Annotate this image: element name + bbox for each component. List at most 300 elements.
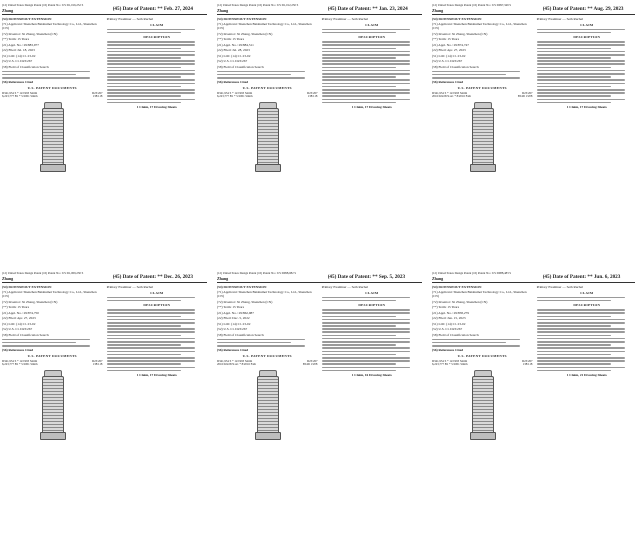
- downspout-drawing: [466, 102, 498, 172]
- citations: [2, 360, 102, 367]
- patent-date: (45) Date of Patent: ** Sep. 5, 2023: [327, 274, 406, 281]
- citation-row: [217, 95, 317, 99]
- inventor-name: Zhang: [217, 7, 229, 13]
- citation-class: D23/267: [91, 358, 103, 363]
- us-class-field: (52) U.S. Cl. D23/267: [2, 327, 33, 332]
- text-line: [107, 370, 181, 372]
- text-line: [107, 357, 195, 359]
- text-line: [322, 60, 410, 62]
- locarno-field: (51) LOC (14) Cl. 23-02: [432, 321, 466, 326]
- claim-heading: CLAIM: [150, 290, 164, 295]
- citations: [432, 360, 532, 367]
- text-line: [537, 370, 611, 372]
- applicant-field: (71) Applicant: Shenzhen Baishumei Technology Co., Ltd., Shenzhen (CN): [217, 290, 312, 299]
- text-line: [107, 297, 195, 299]
- description-text: [322, 309, 422, 371]
- citation-doc: 6,223,777 B1 * 5/2001 Smith: [2, 362, 38, 367]
- text-line: [107, 316, 181, 318]
- description-heading: DESCRIPTION: [358, 35, 386, 40]
- references-subheading: U.S. PATENT DOCUMENTS: [27, 86, 77, 91]
- text-line: [537, 57, 611, 59]
- inventor-field: (72) Inventor: Xi Zhang, Shenzhen (CN): [432, 299, 488, 304]
- text-column: [322, 285, 422, 440]
- text-line: [107, 300, 181, 302]
- text-line: [537, 63, 625, 65]
- text-line: [322, 67, 396, 69]
- patent-title: (54) DOWNSPOUT EXTENSION: [432, 16, 482, 21]
- text-line: [537, 51, 625, 53]
- text-line: [537, 309, 625, 311]
- text-line: [322, 73, 410, 75]
- classification-text: [432, 71, 532, 79]
- citation-row: [217, 363, 317, 367]
- locarno-field: (51) LOC (14) Cl. 23-02: [2, 321, 36, 326]
- text-line: [217, 74, 291, 76]
- claims-summary: 1 Claim, 17 Drawing Sheets: [136, 105, 177, 110]
- field-search: (58) Field of Classification Search: [2, 64, 49, 69]
- header-left: [2, 272, 109, 281]
- patent-type-line: (12) United States Design Patent (10) Patent No.: US D997,349 S: [432, 4, 511, 7]
- bibliographic-column: [2, 285, 102, 440]
- references-subheading: U.S. PATENT DOCUMENTS: [242, 354, 292, 359]
- citation-class: E04D 13/08: [517, 94, 533, 99]
- patent-title: (54) DOWNSPOUT EXTENSION: [432, 284, 482, 289]
- text-line: [537, 351, 625, 353]
- appl-no-field: (21) Appl. No.: 29/862,987: [217, 310, 254, 315]
- examiner-field: Primary Examiner — Seth Ruchel: [321, 284, 369, 289]
- us-class-field: (52) U.S. Cl. D23/267: [432, 327, 463, 332]
- text-line: [322, 360, 410, 362]
- text-line: [322, 51, 410, 53]
- text-line: [107, 92, 195, 94]
- claim-text: [322, 297, 422, 302]
- text-line: [322, 335, 396, 337]
- text-line: [322, 57, 396, 59]
- text-line: [322, 331, 410, 333]
- text-line: [322, 363, 396, 365]
- text-column: [537, 285, 635, 440]
- description-heading: DESCRIPTION: [143, 35, 171, 40]
- drawing-tube: [472, 376, 494, 434]
- patent-type-line: (12) United States Design Patent (10) Patent No.: US D1,009,230 S: [2, 272, 84, 275]
- patent-title: (54) DOWNSPOUT EXTENSION: [217, 284, 267, 289]
- text-line: [217, 339, 305, 341]
- text-line: [322, 44, 410, 46]
- term-field: (**) Term: 15 Years: [217, 305, 245, 310]
- text-line: [107, 335, 181, 337]
- text-line: [537, 76, 611, 78]
- text-line: [107, 76, 181, 78]
- downspout-drawing: [466, 370, 498, 440]
- description-heading: DESCRIPTION: [143, 303, 171, 308]
- text-line: [322, 367, 410, 369]
- locarno-field: (51) LOC (14) Cl. 23-02: [217, 53, 251, 58]
- text-line: [322, 309, 410, 311]
- patent-header: [2, 272, 207, 283]
- text-line: [2, 77, 90, 79]
- patent-columns: [432, 17, 635, 172]
- text-line: [107, 83, 195, 85]
- filed-field: (22) Filed: Apr. 27, 2023: [432, 48, 466, 53]
- text-line: [537, 347, 625, 349]
- text-line: [322, 347, 410, 349]
- field-search: (58) Field of Classification Search: [217, 64, 264, 69]
- locarno-field: (51) LOC (14) Cl. 23-02: [2, 53, 36, 58]
- description-text: [107, 309, 207, 371]
- inventor-name: Zhang: [432, 275, 444, 281]
- text-line: [537, 341, 625, 343]
- text-line: [107, 331, 195, 333]
- text-line: [537, 92, 625, 94]
- text-line: [322, 54, 410, 56]
- citations: [2, 92, 102, 99]
- description-text: [322, 41, 422, 103]
- text-line: [107, 79, 195, 81]
- references-heading: (56) References Cited: [217, 348, 249, 353]
- text-line: [537, 83, 625, 85]
- drawing-tube: [257, 376, 279, 434]
- description-text: [107, 41, 207, 103]
- citation-doc: D341,954 S * 12/1993 Smith: [217, 358, 253, 363]
- inventor-field: (72) Inventor: Xi Zhang, Shenzhen (CN): [217, 299, 273, 304]
- references-subheading: U.S. PATENT DOCUMENTS: [457, 354, 507, 359]
- citation-doc: 2016/0222674 A1 * 8/2016 Fath: [432, 94, 472, 99]
- us-class-field: (52) U.S. Cl. D23/267: [217, 59, 248, 64]
- citation-doc: D341,954 S * 12/1993 Smith: [2, 358, 38, 363]
- patent-date: (45) Date of Patent: ** Jun. 6, 2023: [542, 274, 621, 281]
- citation-class: 138/118: [92, 362, 103, 367]
- text-line: [107, 325, 181, 327]
- citation-doc: 2016/0222674 A1 * 8/2016 Fath: [217, 362, 257, 367]
- examiner-field: Primary Examiner — Seth Ruchel: [106, 16, 154, 21]
- header-right: [328, 274, 422, 281]
- text-line: [432, 77, 520, 79]
- patent-title: (54) DOWNSPOUT EXTENSION: [2, 16, 52, 21]
- bibliographic-column: [432, 285, 532, 440]
- text-column: [107, 17, 207, 172]
- text-line: [537, 363, 611, 365]
- patent-columns: [432, 285, 635, 440]
- examiner-field: Primary Examiner — Seth Ruchel: [536, 16, 584, 21]
- text-column: [322, 17, 422, 172]
- text-line: [537, 89, 625, 91]
- classification-text: [217, 339, 317, 347]
- patent-page: [2, 272, 207, 532]
- text-line: [217, 71, 305, 73]
- inventor-name: Zhang: [432, 7, 444, 13]
- references-heading: (56) References Cited: [217, 80, 249, 85]
- text-line: [537, 335, 611, 337]
- examiner-field: Primary Examiner — Seth Ruchel: [536, 284, 584, 289]
- text-line: [432, 74, 506, 76]
- text-line: [322, 41, 410, 43]
- patent-title: (54) DOWNSPOUT EXTENSION: [2, 284, 52, 289]
- header-left: [432, 4, 539, 13]
- term-field: (**) Term: 15 Years: [432, 305, 460, 310]
- claim-text: [322, 29, 422, 34]
- text-line: [217, 77, 305, 79]
- patent-page: [217, 272, 422, 532]
- text-line: [537, 60, 625, 62]
- text-line: [107, 51, 195, 53]
- applicant-field: (71) Applicant: Shenzhen Baishumei Technology Co., Ltd., Shenzhen (CN): [217, 22, 312, 31]
- field-search: (58) Field of Classification Search: [217, 332, 264, 337]
- claim-text: [537, 29, 635, 34]
- text-line: [107, 354, 181, 356]
- downspout-drawing: [36, 370, 68, 440]
- citation-class: 138/118: [522, 362, 533, 367]
- bibliographic-column: [2, 17, 102, 172]
- citation-doc: 6,223,777 B1 * 5/2001 Smith: [2, 94, 38, 99]
- citations: [432, 92, 532, 99]
- text-line: [217, 345, 305, 347]
- bibliographic-column: [217, 285, 317, 440]
- text-line: [107, 338, 195, 340]
- citation-doc: D341,954 S * 12/1993 Smith: [217, 90, 253, 95]
- inventor-field: (72) Inventor: Xi Zhang, Shenzhen (CN): [2, 299, 58, 304]
- text-line: [107, 360, 195, 362]
- text-line: [322, 83, 410, 85]
- patent-type-line: (12) United States Design Patent (10) Patent No.: US D998,082 S: [217, 272, 296, 275]
- claim-heading: CLAIM: [580, 290, 594, 295]
- patent-header: [432, 4, 635, 15]
- text-line: [537, 354, 611, 356]
- classification-text: [432, 339, 532, 347]
- text-line: [537, 360, 625, 362]
- downspout-drawing: [251, 102, 283, 172]
- description-heading: DESCRIPTION: [573, 303, 601, 308]
- text-line: [537, 54, 625, 56]
- header-right: [113, 6, 207, 13]
- citation-doc: D341,954 S * 12/1993 Smith: [432, 90, 468, 95]
- text-line: [322, 312, 410, 314]
- term-field: (**) Term: 15 Years: [432, 37, 460, 42]
- patent-page: [2, 4, 207, 264]
- patent-date: (45) Date of Patent: ** Feb. 27, 2024: [112, 6, 193, 13]
- text-line: [537, 44, 625, 46]
- text-line: [537, 312, 625, 314]
- citations: [217, 92, 317, 99]
- text-line: [322, 95, 396, 97]
- header-left: [432, 272, 539, 281]
- appl-no-field: (21) Appl. No.: 29/874,747: [432, 42, 469, 47]
- field-search: (58) Field of Classification Search: [2, 332, 49, 337]
- text-line: [537, 95, 611, 97]
- references-heading: (56) References Cited: [432, 80, 464, 85]
- patent-page: [432, 4, 635, 264]
- text-line: [322, 341, 410, 343]
- text-line: [322, 48, 396, 50]
- citation-doc: 6,223,777 B1 * 5/2001 Smith: [432, 362, 468, 367]
- text-line: [537, 325, 611, 327]
- locarno-field: (51) LOC (14) Cl. 23-02: [432, 53, 466, 58]
- patent-type-line: (12) United States Design Patent (10) Patent No.: US D988,483 S: [432, 272, 511, 275]
- patent-columns: [217, 17, 422, 172]
- claims-summary: 1 Claim, 16 Drawing Sheets: [351, 373, 392, 378]
- text-line: [107, 319, 195, 321]
- header-left: [217, 4, 324, 13]
- text-line: [537, 102, 611, 104]
- text-line: [322, 29, 410, 31]
- text-line: [107, 89, 195, 91]
- text-line: [322, 99, 410, 101]
- text-line: [537, 322, 625, 324]
- claim-heading: CLAIM: [150, 22, 164, 27]
- description-text: [537, 309, 635, 371]
- claims-summary: 1 Claim, 17 Drawing Sheets: [566, 105, 607, 110]
- text-line: [537, 319, 625, 321]
- text-line: [322, 316, 396, 318]
- text-line: [432, 342, 506, 344]
- text-line: [107, 344, 181, 346]
- citation-class: D23/267: [306, 90, 318, 95]
- text-line: [107, 41, 195, 43]
- text-line: [107, 102, 181, 104]
- patent-header: [432, 272, 635, 283]
- header-right: [543, 274, 635, 281]
- text-line: [107, 57, 181, 59]
- text-line: [537, 328, 625, 330]
- text-line: [107, 60, 195, 62]
- text-line: [322, 300, 396, 302]
- text-line: [2, 339, 90, 341]
- text-line: [537, 70, 625, 72]
- claims-summary: 1 Claim, 17 Drawing Sheets: [136, 373, 177, 378]
- text-line: [537, 331, 625, 333]
- header-left: [217, 272, 324, 281]
- filed-field: (22) Filed: Jun. 15, 2023: [432, 316, 466, 321]
- citation-class: D23/267: [521, 90, 533, 95]
- drawing-base: [470, 164, 496, 172]
- patent-header: [217, 4, 422, 15]
- appl-no-field: (21) Appl. No.: 29/884,511: [217, 42, 254, 47]
- examiner-field: Primary Examiner — Seth Ruchel: [321, 16, 369, 21]
- text-line: [537, 367, 625, 369]
- appl-no-field: (21) Appl. No.: 29/883,977: [2, 42, 39, 47]
- citation-row: [432, 95, 532, 99]
- patent-columns: [2, 17, 207, 172]
- drawing-base: [40, 164, 66, 172]
- patent-header: [217, 272, 422, 283]
- references-subheading: U.S. PATENT DOCUMENTS: [242, 86, 292, 91]
- locarno-field: (51) LOC (14) Cl. 23-02: [217, 321, 251, 326]
- us-class-field: (52) U.S. Cl. D23/267: [2, 59, 33, 64]
- text-line: [107, 309, 195, 311]
- downspout-drawing: [36, 102, 68, 172]
- drawing-base: [470, 432, 496, 440]
- text-line: [537, 99, 625, 101]
- text-line: [322, 325, 396, 327]
- citation-row: [2, 363, 102, 367]
- text-line: [322, 70, 410, 72]
- text-line: [107, 44, 195, 46]
- claim-text: [107, 297, 207, 302]
- citation-class: 138/118: [92, 94, 103, 99]
- references-heading: (56) References Cited: [2, 80, 34, 85]
- references-subheading: U.S. PATENT DOCUMENTS: [27, 354, 77, 359]
- text-line: [537, 29, 625, 31]
- text-line: [322, 319, 410, 321]
- text-line: [322, 357, 410, 359]
- text-line: [537, 86, 611, 88]
- inventor-field: (72) Inventor: Xi Zhang, Shenzhen (CN): [2, 31, 58, 36]
- patent-type-line: (12) United States Design Patent (10) Patent No.: US D1,012,250 S: [217, 4, 299, 7]
- text-line: [107, 322, 195, 324]
- text-line: [537, 344, 611, 346]
- citation-class: D23/267: [306, 358, 318, 363]
- references-heading: (56) References Cited: [2, 348, 34, 353]
- inventor-field: (72) Inventor: Xi Zhang, Shenzhen (CN): [432, 31, 488, 36]
- text-line: [537, 32, 611, 34]
- patent-page: [217, 4, 422, 264]
- text-line: [432, 71, 520, 73]
- text-line: [322, 79, 410, 81]
- drawing-base: [255, 432, 281, 440]
- claim-heading: CLAIM: [580, 22, 594, 27]
- text-line: [107, 347, 195, 349]
- applicant-field: (71) Applicant: Shenzhen Baishumei Technology Co., Ltd., Shenzhen (CN): [2, 290, 97, 299]
- patent-title: (54) DOWNSPOUT EXTENSION: [217, 16, 267, 21]
- examiner-field: Primary Examiner — Seth Ruchel: [106, 284, 154, 289]
- drawing-base: [255, 164, 281, 172]
- text-line: [107, 86, 181, 88]
- text-line: [322, 32, 396, 34]
- inventor-name: Zhang: [217, 275, 229, 281]
- text-line: [322, 297, 410, 299]
- text-line: [322, 351, 410, 353]
- text-line: [2, 342, 76, 344]
- text-line: [537, 300, 611, 302]
- text-line: [322, 86, 396, 88]
- text-line: [322, 354, 396, 356]
- patent-date: (45) Date of Patent: ** Dec. 26, 2023: [112, 274, 193, 281]
- text-line: [322, 102, 396, 104]
- citation-doc: D341,954 S * 12/1993 Smith: [432, 358, 468, 363]
- header-right: [113, 274, 207, 281]
- inventor-field: (72) Inventor: Xi Zhang, Shenzhen (CN): [217, 31, 273, 36]
- text-line: [107, 70, 195, 72]
- filed-field: (22) Filed: Apr. 27, 2023: [2, 316, 36, 321]
- patent-columns: [217, 285, 422, 440]
- drawing-tube: [472, 108, 494, 166]
- bibliographic-column: [432, 17, 532, 172]
- patent-page: [432, 272, 635, 532]
- text-line: [107, 54, 195, 56]
- references-subheading: U.S. PATENT DOCUMENTS: [457, 86, 507, 91]
- description-heading: DESCRIPTION: [358, 303, 386, 308]
- text-line: [537, 48, 611, 50]
- drawing-tube: [42, 376, 64, 434]
- description-text: [537, 41, 635, 103]
- patent-header: [2, 4, 207, 15]
- text-line: [107, 63, 195, 65]
- text-line: [2, 74, 76, 76]
- classification-text: [2, 339, 102, 347]
- filed-field: (22) Filed: Jul. 18, 2023: [2, 48, 35, 53]
- citation-class: 138/118: [307, 94, 318, 99]
- applicant-field: (71) Applicant: Shenzhen Baishumei Technology Co., Ltd., Shenzhen (CN): [2, 22, 97, 31]
- inventor-name: Zhang: [2, 7, 14, 13]
- text-line: [537, 73, 625, 75]
- text-line: [537, 41, 625, 43]
- drawing-tube: [257, 108, 279, 166]
- claim-heading: CLAIM: [365, 22, 379, 27]
- text-line: [322, 344, 396, 346]
- text-line: [322, 338, 410, 340]
- text-line: [107, 29, 195, 31]
- drawing-tube: [42, 108, 64, 166]
- text-line: [537, 316, 611, 318]
